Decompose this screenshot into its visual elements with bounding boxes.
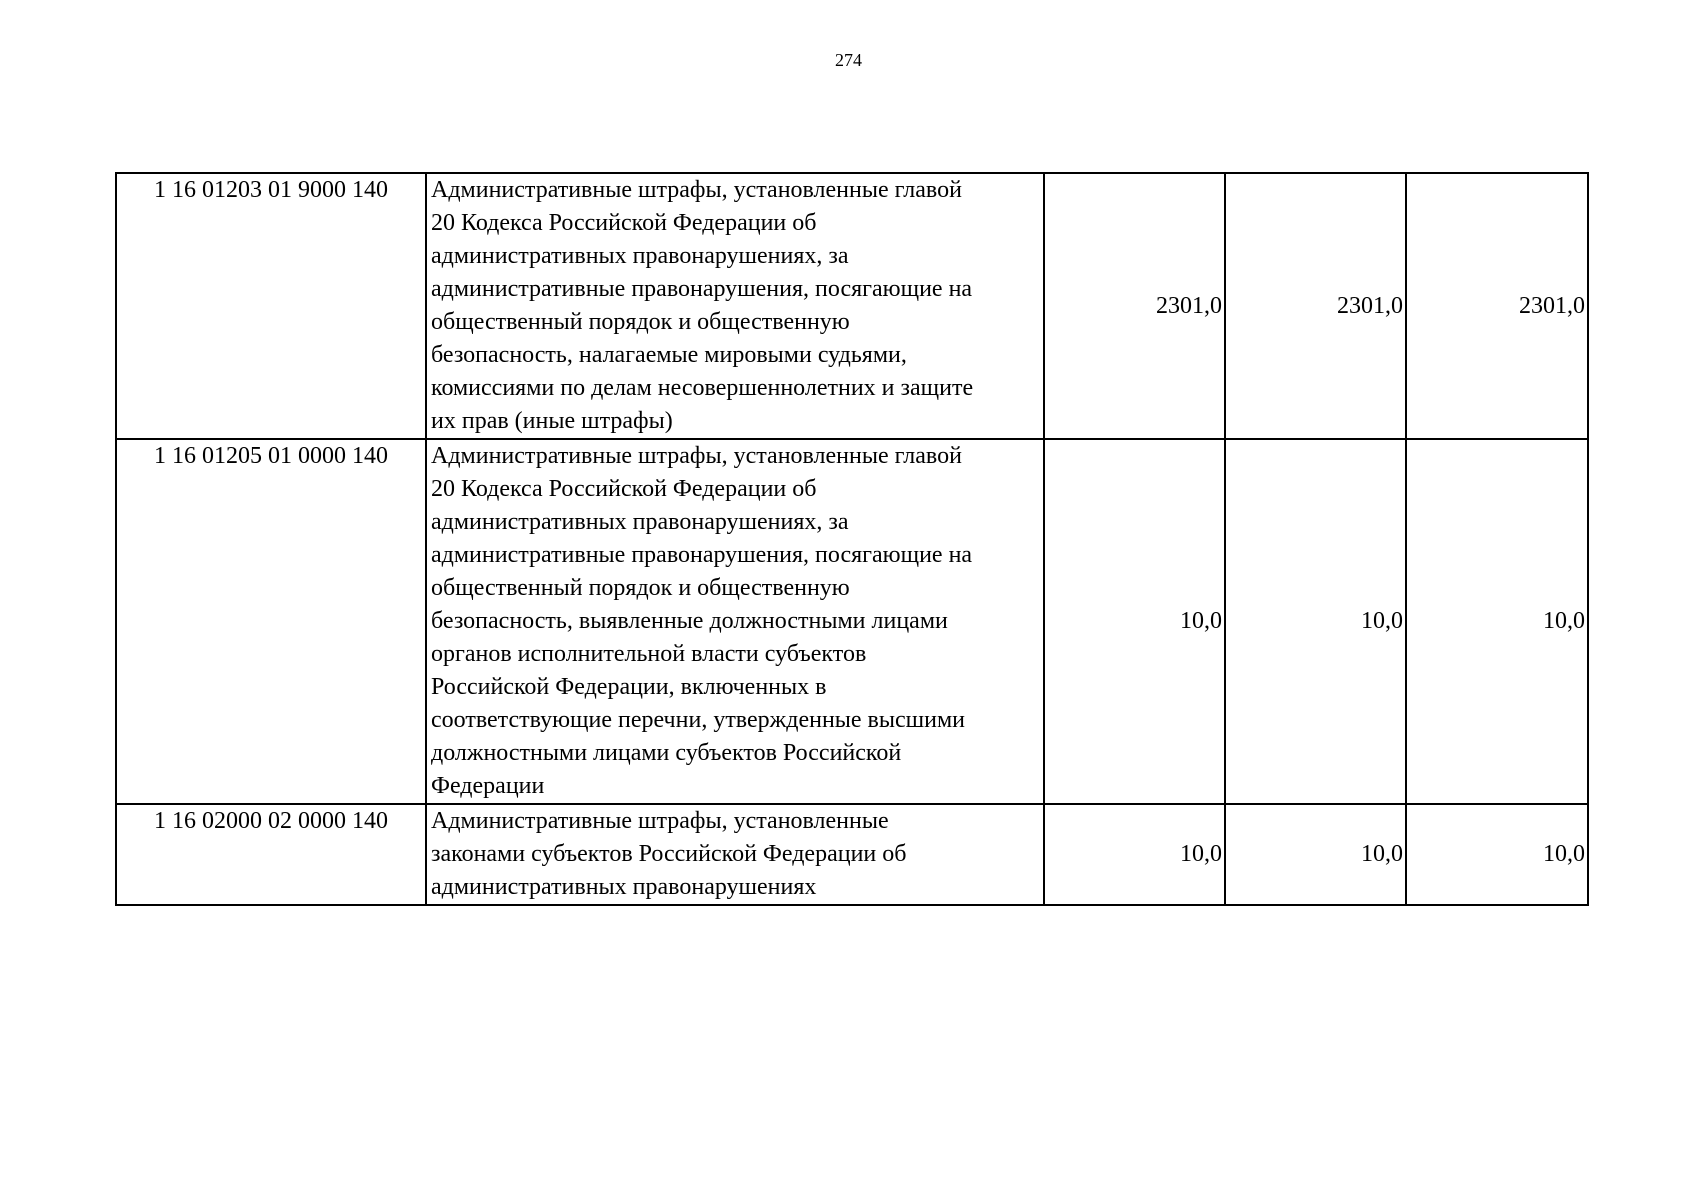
value-cell-3: 10,0	[1406, 804, 1588, 905]
name-line: общественный порядок и общественную	[431, 309, 850, 335]
name-line: административных правонарушениях, за	[431, 509, 849, 535]
name-line: административные правонарушения, посягающие на	[431, 542, 973, 568]
value-cell-2: 10,0	[1225, 804, 1406, 905]
name-line: 20 Кодекса Российской Федерации об	[431, 210, 817, 236]
budget-code-cell: 1 16 01205 01 0000 140	[116, 439, 426, 804]
name-line: административных правонарушениях	[431, 874, 817, 900]
name-line: должностными лицами субъектов Российской	[431, 740, 902, 766]
value-cell-3: 2301,0	[1406, 173, 1588, 439]
name-line: 20 Кодекса Российской Федерации об	[431, 476, 817, 502]
table-row	[116, 173, 1588, 439]
value-cell-1: 10,0	[1044, 804, 1225, 905]
table-row	[116, 439, 1588, 804]
revenue-name-cell	[426, 173, 1044, 439]
name-line: законами субъектов Российской Федерации об	[431, 841, 907, 867]
name-line: Административные штрафы, установленные	[431, 808, 889, 834]
value-cell-2: 2301,0	[1225, 173, 1406, 439]
budget-code-cell: 1 16 02000 02 0000 140	[116, 804, 426, 905]
name-line: их прав (иные штрафы)	[431, 408, 673, 434]
value-cell-3: 10,0	[1406, 439, 1588, 804]
revenue-name-cell	[426, 804, 1044, 905]
name-line: органов исполнительной власти субъектов	[431, 641, 867, 667]
name-line: безопасность, налагаемые мировыми судьями,	[431, 342, 907, 368]
name-line: административных правонарушениях, за	[431, 243, 849, 269]
name-line: комиссиями по делам несовершеннолетних и защите	[431, 375, 974, 401]
value-cell-1: 2301,0	[1044, 173, 1225, 439]
name-line: административные правонарушения, посягающие на	[431, 276, 973, 302]
budget-table	[115, 172, 1589, 906]
table-row	[116, 804, 1588, 905]
value-cell-2: 10,0	[1225, 439, 1406, 804]
name-line: общественный порядок и общественную	[431, 575, 850, 601]
value-cell-1: 10,0	[1044, 439, 1225, 804]
name-line: Административные штрафы, установленные главой	[431, 177, 962, 203]
name-line: безопасность, выявленные должностными лицами	[431, 608, 948, 634]
name-line: Административные штрафы, установленные главой	[431, 443, 962, 469]
budget-code-cell: 1 16 01203 01 9000 140	[116, 173, 426, 439]
revenue-name-cell	[426, 439, 1044, 804]
name-line: Российской Федерации, включенных в	[431, 674, 827, 700]
page-number: 274	[835, 50, 862, 70]
name-line: Федерации	[431, 773, 545, 799]
name-line: соответствующие перечни, утвержденные высшими	[431, 707, 966, 733]
